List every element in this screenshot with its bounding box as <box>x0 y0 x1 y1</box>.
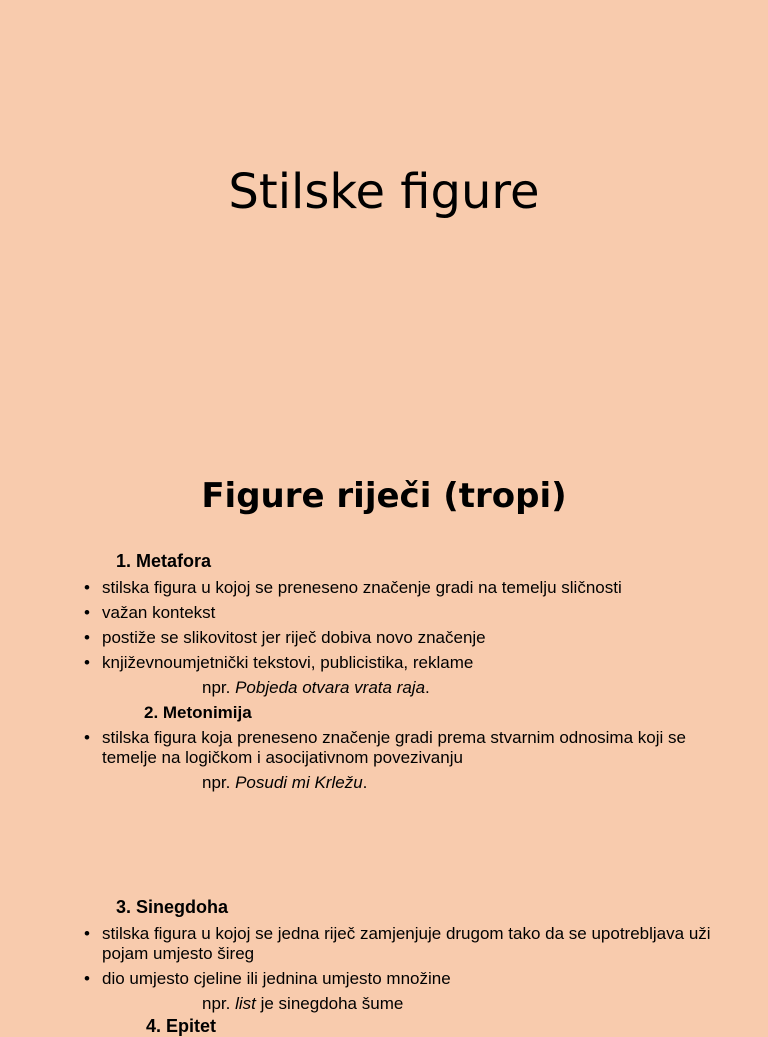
example-suffix: je sinegdoha šume <box>255 994 404 1013</box>
example-prefix: npr. <box>202 678 236 697</box>
example-suffix: . <box>362 773 368 792</box>
slide-title: Stilske figure <box>228 164 540 220</box>
slide-heading: Figure riječi (tropi) <box>201 476 567 516</box>
example-text: Pobjeda otvara vrata raja <box>235 678 426 697</box>
list-item: • stilska figura u kojoj se jedna riječ zamjenjuje drugom tako da se upotrebljava uži pojam umjesto šireg <box>84 924 724 964</box>
metafora-example <box>202 678 430 698</box>
example-text: Posudi mi Krležu <box>235 773 363 792</box>
metonimija-example <box>202 773 367 793</box>
title-slide <box>0 0 768 420</box>
section-title-metonimija: 2. Metonimija <box>144 703 252 722</box>
section-title-metafora: 1. Metafora <box>116 551 212 571</box>
example-suffix: . <box>425 678 430 697</box>
list-item: • postiže se slikovitost jer riječ dobiva novo značenje <box>84 628 724 648</box>
section-title-sinegdoha: 3. Sinegdoha <box>116 897 229 917</box>
list-item: • dio umjesto cjeline ili jednina umjesto množine <box>84 969 724 989</box>
list-item: • stilska figura u kojoj se preneseno značenje gradi na temelju sličnosti <box>84 578 724 598</box>
example-text: list <box>235 994 256 1013</box>
list-item: • književnoumjetnički tekstovi, publicistika, reklame <box>84 653 724 673</box>
list-item: • važan kontekst <box>84 603 724 623</box>
section-title-epitet: 4. Epitet <box>146 1016 217 1036</box>
example-prefix: npr. <box>202 994 236 1013</box>
list-item: • stilska figura koja preneseno značenje gradi prema stvarnim odnosima koji se temelje na logičkom i asocijativnom povezivanju <box>84 728 724 768</box>
metafora-bullet-list <box>84 578 724 678</box>
example-prefix: npr. <box>202 773 236 792</box>
metonimija-bullet-list <box>84 728 724 773</box>
sinegdoha-bullet-list <box>84 924 724 994</box>
sinegdoha-example <box>202 994 403 1014</box>
